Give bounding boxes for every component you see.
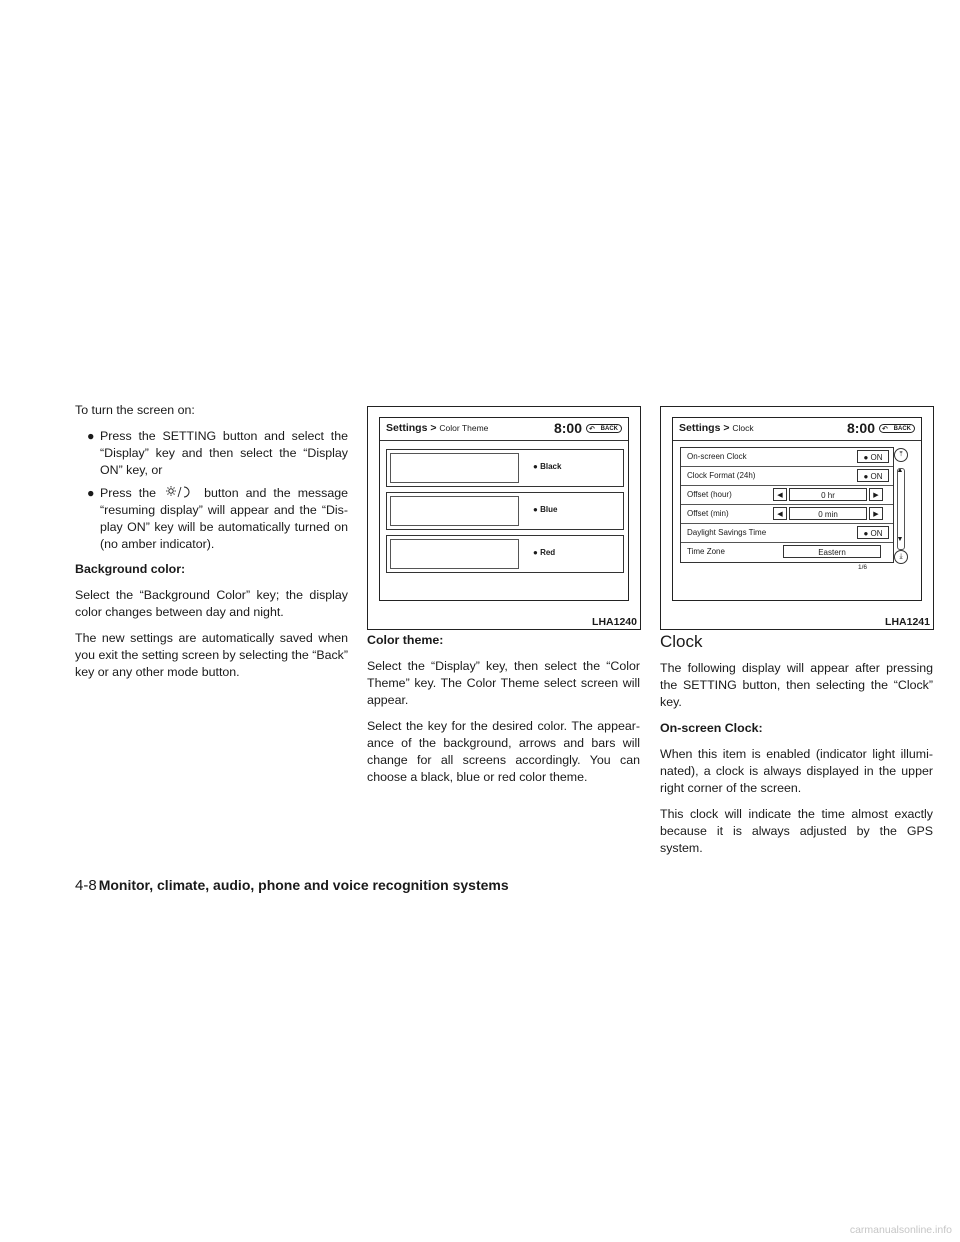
color-theme-heading: Color theme: (367, 633, 444, 647)
color-theme-breadcrumb: Color Theme (439, 423, 489, 433)
row-label: Time Zone (687, 547, 725, 556)
bullet-text: Press the SETTING button and select the “Display” key and then select the “Display ON” key, or (100, 429, 348, 477)
color-label: Red (540, 548, 556, 557)
figure-label: LHA1241 (885, 616, 930, 628)
figure-color-theme (367, 406, 641, 630)
row-daylight-savings[interactable] (681, 524, 893, 543)
row-label: Clock Format (24h) (687, 471, 756, 480)
scroll-bottom-icon[interactable]: ⤓ (894, 550, 908, 564)
clock-screen (672, 417, 922, 601)
row-label: Daylight Savings Time (687, 528, 767, 537)
color-option-red[interactable] (386, 535, 624, 573)
intro-text: To turn the screen on: (75, 403, 195, 417)
back-arrow-icon: ↶ (589, 426, 595, 433)
clock-settings-list (680, 447, 894, 563)
color-label: Black (540, 462, 562, 471)
increase-hour-button[interactable]: ▶ (869, 488, 883, 501)
back-button[interactable] (586, 424, 622, 433)
row-onscreen-clock[interactable] (681, 448, 893, 467)
decrease-min-button[interactable]: ◀ (773, 507, 787, 520)
scroll-top-icon[interactable]: ⤒ (894, 448, 908, 462)
indicator-icon: ● (533, 548, 538, 557)
scroll-up-icon[interactable]: ▲ (896, 467, 904, 474)
color-theme-paragraph-2: Select the key for the desired color. The appear- ance of the background, arrows and bars will change for all screens accordingly. You can choose a black, blue or red color theme. (367, 719, 640, 784)
chapter-title: Monitor, climate, audio, phone and voice recognition systems (98, 877, 509, 893)
page-footer (75, 877, 509, 894)
screen-header (380, 418, 628, 441)
color-theme-paragraph-1: Select the “Display” key, then select the “Color Theme” key. The Color Theme select screen will appear. (367, 659, 640, 707)
row-offset-hour (681, 486, 893, 505)
scroll-down-icon[interactable]: ▼ (896, 536, 904, 543)
indicator-icon: ● (533, 462, 538, 471)
color-option-black[interactable] (386, 449, 624, 487)
back-button[interactable] (879, 424, 915, 433)
back-arrow-icon: ↶ (882, 426, 888, 433)
clock-section-title: Clock (660, 632, 703, 651)
background-color-paragraph-2: The new settings are automatically saved when you exit the setting screen by selecting the “Back” key or any other mode button. (75, 631, 348, 679)
column-left (75, 402, 348, 690)
onscreen-clock-toggle[interactable]: ● ON (857, 450, 889, 463)
onscreen-clock-paragraph-1: When this item is enabled (indicator light illumi- nated), a clock is always displayed in the upper right corner of the screen. (660, 747, 933, 795)
clock-format-toggle[interactable]: ● ON (857, 469, 889, 482)
background-color-heading: Background color: (75, 562, 186, 576)
bullet-text-before: Press the (100, 486, 156, 500)
row-label: Offset (min) (687, 509, 729, 518)
figure-label: LHA1240 (592, 616, 637, 628)
back-label: BACK (893, 426, 911, 432)
watermark: carmanualsonline.info (849, 1224, 952, 1236)
figure-clock-settings (660, 406, 934, 630)
bullet-text-after: button and the message “resuming display” will appear and the “Dis- play ON” key will be automatically turned on (no amber indicator). (100, 486, 348, 551)
settings-breadcrumb: Settings > (386, 422, 437, 434)
column-right (660, 632, 933, 866)
day-night-display-icon (165, 486, 195, 499)
decrease-hour-button[interactable]: ◀ (773, 488, 787, 501)
increase-min-button[interactable]: ▶ (869, 507, 883, 520)
screen-title (386, 422, 488, 434)
clock-time: 8:00 (846, 420, 875, 436)
clock-time: 8:00 (553, 420, 582, 436)
bullet-icon: ● (87, 486, 95, 500)
page-number: 4-8 (75, 877, 97, 894)
row-label: Offset (hour) (687, 490, 732, 499)
onscreen-clock-heading: On-screen Clock: (660, 721, 763, 735)
row-offset-min (681, 505, 893, 524)
color-preview (390, 453, 519, 483)
offset-min-value: 0 min (789, 507, 867, 520)
onscreen-clock-paragraph-2: This clock will indicate the time almost exactly because it is always adjusted by the GPS system. (660, 807, 933, 855)
bullet-item-display-button (75, 485, 348, 553)
row-time-zone[interactable] (681, 543, 893, 561)
back-label: BACK (600, 426, 618, 432)
screen-title (679, 422, 754, 434)
daylight-savings-toggle[interactable]: ● ON (857, 526, 889, 539)
time-zone-value[interactable]: Eastern (783, 545, 881, 558)
row-label: On-screen Clock (687, 452, 747, 461)
row-clock-format[interactable] (681, 467, 893, 486)
background-color-paragraph-1: Select the “Background Color” key; the display color changes between day and night. (75, 588, 348, 619)
clock-breadcrumb: Clock (732, 423, 754, 433)
settings-breadcrumb: Settings > (679, 422, 730, 434)
offset-hour-value: 0 hr (789, 488, 867, 501)
bullet-icon: ● (87, 429, 95, 443)
column-middle (367, 632, 640, 795)
indicator-icon: ● (533, 505, 538, 514)
color-preview (390, 539, 519, 569)
color-option-blue[interactable] (386, 492, 624, 530)
clock-paragraph-1: The following display will appear after pressing the SETTING button, then selecting the “Clock” key. (660, 661, 933, 709)
screen-header (673, 418, 921, 441)
page-indicator: 1/6 (858, 564, 868, 571)
bullet-item-setting (75, 428, 348, 479)
color-label: Blue (540, 505, 558, 514)
color-theme-screen (379, 417, 629, 601)
color-preview (390, 496, 519, 526)
